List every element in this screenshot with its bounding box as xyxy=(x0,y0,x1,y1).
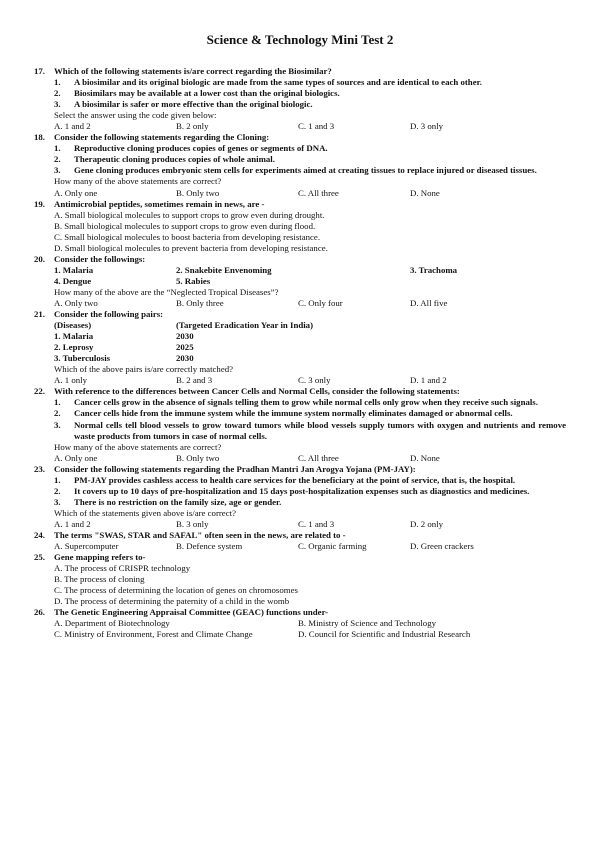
question-18 xyxy=(34,132,566,143)
question-text: With reference to the differences between Cancer Cells and Normal Cells, consider the following statements: xyxy=(54,386,460,397)
statement-text: Biosimilars may be available at a lower cost than the original biologics. xyxy=(74,88,340,99)
statement: 2. Biosimilars may be available at a lower cost than the original biologics. xyxy=(34,88,566,99)
option-b[interactable]: B. Ministry of Science and Technology xyxy=(298,618,436,629)
options-row xyxy=(34,375,566,386)
question-number: 17. xyxy=(34,66,45,76)
question-19 xyxy=(34,199,566,210)
column-header: (Diseases) xyxy=(54,320,92,331)
list-item: 3. Trachoma xyxy=(410,264,458,275)
pair-year: 2030 xyxy=(176,353,194,364)
question-number: 21. xyxy=(34,309,45,320)
options-row xyxy=(34,618,566,629)
option-c[interactable]: C. 1 and 3 xyxy=(298,518,335,529)
question-text: Gene mapping refers to- xyxy=(54,552,146,563)
statement: 2. It covers up to 10 days of pre-hospitalization and 15 days post-hospitalization expenses such as diagnostics and medicines. xyxy=(34,486,566,497)
option-c[interactable]: C. Organic farming xyxy=(298,541,367,552)
statement: 2. Cancer cells hide from the immune system while the immune system normally eliminates damaged or abnormal cells. xyxy=(34,408,566,419)
question-text: Which of the following statements is/are correct regarding the Biosimilar? xyxy=(54,66,332,76)
list-item: 2. Snakebite Envenoming xyxy=(176,264,272,275)
question-22 xyxy=(34,386,566,397)
option-b[interactable]: B. The process of cloning xyxy=(54,574,145,585)
question-text: Consider the followings: xyxy=(54,253,146,264)
statement-text: A biosimilar is safer or more effective than the original biologic. xyxy=(74,99,313,110)
option-a[interactable]: A. The process of CRISPR technology xyxy=(54,563,191,574)
list-item: 5. Rabies xyxy=(176,275,211,286)
item-row xyxy=(34,265,566,276)
option-c[interactable]: C. The process of determining the location of genes on chromosomes xyxy=(54,585,298,596)
question-number: 22. xyxy=(34,386,45,397)
option-a[interactable]: A. Only two xyxy=(54,297,98,308)
instruction: Select the answer using the code given below: xyxy=(54,110,217,121)
option-a[interactable]: A. Department of Biotechnology xyxy=(54,618,170,629)
question-text: Consider the following statements regarding the Pradhan Mantri Jan Arogya Yojana (PM-JAY): xyxy=(54,463,416,474)
option-b[interactable]: B. Small biological molecules to support crops to grow even during flood. xyxy=(54,220,316,231)
question-26 xyxy=(34,607,566,618)
option-d[interactable]: D. None xyxy=(410,187,440,198)
question-number: 24. xyxy=(34,529,45,540)
option-d[interactable]: D. Council for Scientific and Industrial Research xyxy=(298,629,471,640)
option-c[interactable]: C. All three xyxy=(298,187,339,198)
option-d[interactable]: D. 3 only xyxy=(410,121,443,132)
statement-text: Normal cells tell blood vessels to grow toward tumors while blood vessels supply tumors with oxygen and nutrients and remove waste products from tumors in case of normal cells. xyxy=(74,419,566,441)
statement-text: It covers up to 10 days of pre-hospitalization and 15 days post-hospitalization expenses such as diagnostics and medicines. xyxy=(74,485,530,496)
statement: 1. A biosimilar and its original biologic are made from the same types of sources and are identical to each other. xyxy=(34,77,566,88)
question-23 xyxy=(34,464,566,475)
option-b[interactable]: B. Defence system xyxy=(176,541,243,552)
statement-text: Cancer cells grow in the absence of signals telling them to grow while normal cells only grow when they receive such signals. xyxy=(74,397,538,408)
options-row xyxy=(34,188,566,199)
option-d[interactable]: D. The process of determining the paternity of a child in the womb xyxy=(54,596,290,607)
question-number: 26. xyxy=(34,607,45,618)
options-row xyxy=(34,629,566,640)
item-row xyxy=(34,276,566,287)
question-text: Antimicrobial peptides, sometimes remain in news, are - xyxy=(54,198,265,209)
statement: 3. Normal cells tell blood vessels to grow toward tumors while blood vessels supply tumors with oxygen and nutrients and remove waste products from tumors in case of normal cells. xyxy=(54,419,566,441)
page-title: Science & Technology Mini Test 2 xyxy=(206,32,394,47)
options-row xyxy=(34,519,566,530)
options-row xyxy=(34,541,566,552)
option-d[interactable]: D. None xyxy=(410,452,440,463)
options-row xyxy=(34,453,566,464)
statement: 1. Reproductive cloning produces copies of genes or segments of DNA. xyxy=(34,143,566,154)
statement: 3. A biosimilar is safer or more effective than the original biologic. xyxy=(34,99,566,110)
list-item: 1. Malaria xyxy=(54,264,94,275)
pair-year: 2025 xyxy=(176,342,194,353)
option-a[interactable]: A. Only one xyxy=(54,187,98,198)
statement-text: PM-JAY provides cashless access to health care services for the beneficiary at the point of service, that is, the hospital. xyxy=(74,474,516,485)
question-number: 19. xyxy=(34,198,45,209)
options-row xyxy=(34,121,566,132)
option-b[interactable]: B. 3 only xyxy=(176,518,209,529)
option-b[interactable]: B. Only three xyxy=(176,297,224,308)
question-21 xyxy=(34,309,566,320)
option-b[interactable]: B. Only two xyxy=(176,187,220,198)
question-text: Consider the following statements regarding the Cloning: xyxy=(54,132,270,143)
option-a[interactable]: A. Small biological molecules to support crops to grow even during drought. xyxy=(54,209,325,220)
option-c[interactable]: C. Ministry of Environment, Forest and Climate Change xyxy=(54,629,253,640)
option-c[interactable]: C. 3 only xyxy=(298,375,331,386)
question-17 xyxy=(34,66,566,77)
pair-disease: 1. Malaria xyxy=(54,331,94,342)
pair-disease: 3. Tuberculosis xyxy=(54,353,111,364)
instruction: How many of the above statements are correct? xyxy=(54,441,222,452)
option-d[interactable]: D. 1 and 2 xyxy=(410,375,447,386)
pair-row xyxy=(34,342,566,353)
option-d[interactable]: D. All five xyxy=(410,297,448,308)
option-c[interactable]: C. Only four xyxy=(298,297,343,308)
option-b[interactable]: B. 2 and 3 xyxy=(176,375,213,386)
option-c[interactable]: C. All three xyxy=(298,452,339,463)
statement-text: Gene cloning produces embryonic stem cells for experiments aimed at creating tissues to replace injured or diseased tissues. xyxy=(74,165,537,176)
options-row xyxy=(34,298,566,309)
statement-text: A biosimilar and its original biologic are made from the same types of sources and are identical to each other. xyxy=(74,77,482,88)
question-text: Consider the following pairs: xyxy=(54,309,164,320)
option-a[interactable]: A. 1 and 2 xyxy=(54,518,91,529)
pair-disease: 2. Leprosy xyxy=(54,342,94,353)
statement: 1. Cancer cells grow in the absence of signals telling them to grow while normal cells only grow when they receive such signals. xyxy=(34,397,566,408)
pair-year: 2030 xyxy=(176,331,194,342)
option-b[interactable]: B. Only two xyxy=(176,452,220,463)
statement-text: Cancer cells hide from the immune system while the immune system normally eliminates damaged or abnormal cells. xyxy=(74,408,513,419)
option-a[interactable]: A. 1 only xyxy=(54,375,87,386)
question-text: The Genetic Engineering Appraisal Committee (GEAC) functions under- xyxy=(54,607,329,618)
instruction: How many of the above statements are correct? xyxy=(54,176,222,187)
statement: 3. There is no restriction on the family size, age or gender. xyxy=(34,497,566,508)
instruction: Which of the statements given above is/are correct? xyxy=(54,507,236,518)
instruction: How many of the above are the “Neglected Tropical Diseases”? xyxy=(54,286,279,297)
option-c[interactable]: C. 1 and 3 xyxy=(298,121,335,132)
option-c[interactable]: C. Small biological molecules to boost bacteria from developing resistance. xyxy=(54,231,321,242)
statement: 3. Gene cloning produces embryonic stem cells for experiments aimed at creating tissues to replace injured or diseased tissues. xyxy=(34,165,566,176)
option-a[interactable]: A. 1 and 2 xyxy=(54,121,91,132)
pair-row xyxy=(34,331,566,342)
option-d[interactable]: D. Green crackers xyxy=(410,541,474,552)
question-number: 23. xyxy=(34,463,45,474)
question-number: 25. xyxy=(34,552,45,563)
statement-text: There is no restriction on the family size, age or gender. xyxy=(74,496,282,507)
column-header: (Targeted Eradication Year in India) xyxy=(176,320,314,331)
question-text: The terms "SWAS, STAR and SAFAL" often seen in the news, are related to - xyxy=(54,529,346,540)
statement: 1. PM-JAY provides cashless access to health care services for the beneficiary at the point of service, that is, the hospital. xyxy=(34,475,566,486)
question-20 xyxy=(34,254,566,265)
question-list xyxy=(34,66,566,640)
question-number: 20. xyxy=(34,253,45,264)
statement-text: Therapeutic cloning produces copies of whole animal. xyxy=(74,154,275,165)
question-25 xyxy=(34,552,566,563)
option-d[interactable]: D. Small biological molecules to prevent bacteria from developing resistance. xyxy=(54,242,328,253)
option-a[interactable]: A. Supercomputer xyxy=(54,541,119,552)
pair-row xyxy=(34,353,566,364)
statement-text: Reproductive cloning produces copies of genes or segments of DNA. xyxy=(74,143,328,154)
option-b[interactable]: B. 2 only xyxy=(176,121,209,132)
pair-header xyxy=(34,320,566,331)
question-24 xyxy=(34,530,566,541)
option-a[interactable]: A. Only one xyxy=(54,452,98,463)
instruction: Which of the above pairs is/are correctly matched? xyxy=(54,364,234,375)
statement: 2. Therapeutic cloning produces copies of whole animal. xyxy=(34,154,566,165)
option-d[interactable]: D. 2 only xyxy=(410,518,443,529)
list-item: 4. Dengue xyxy=(54,275,92,286)
question-number: 18. xyxy=(34,132,45,143)
